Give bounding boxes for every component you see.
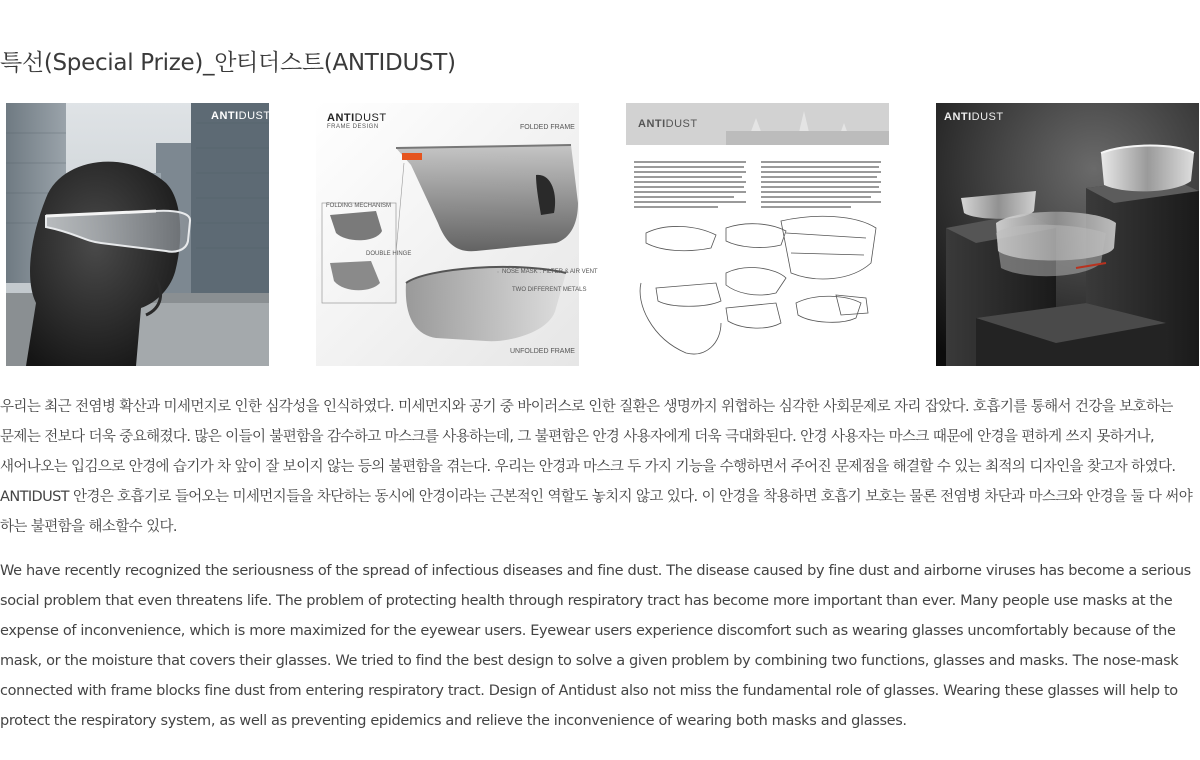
description-english: We have recently recognized the seriousness of the spread of infectious diseases and fine dust. The disease caused by fine dust and airborne viruses has become a serious social problem that even threatens life. The problem of protecting health through respiratory tract has become more important than ever. Many people use masks at the expense of inconvenience, which is more maximized for the eyewear users. Eyewear users experience discomfort such as wearing glasses uncomfortably because of the mask, or the moisture that covers their glasses. We tried to find the best design to solve a given problem by combining two functions, glasses and masks. The nose-mask connected with frame blocks fine dust from entering respiratory tract. Design of Antidust also not miss the fundamental role of glasses. Wearing these glasses will help to protect the respiratory system, as well as preventing epidemics and relieve the inconvenience of wearing both masks and glasses.	[0, 563, 1191, 729]
double-hinge-label: DOUBLE HINGE	[366, 251, 412, 257]
brand-logo: ANTIDUST	[211, 110, 271, 122]
page-title: 특선(Special Prize)_안티더스트(ANTIDUST)	[0, 50, 456, 76]
gallery-image-frame-design[interactable]	[316, 103, 598, 366]
product-display-render	[936, 103, 1199, 366]
description-korean: 우리는 최근 전염병 확산과 미세먼지로 인한 심각성을 인식하였다. 미세먼지와 공기 중 바이러스로 인한 질환은 생명까지 위협하는 심각한 사회문제로 자리 잡았다. 호흡기를 통해서 건강을 보호하는 문제는 전보다 더욱 중요해졌다. 많은 이들이 불편함을 감수하고 마스크를 사용하는데, 그 불편함은 안경 사용자에게 더욱 극대화된다. 안경 사용자는 마스크 때문에 안경을 편하게 쓰지 못하거나, 새어나오는 입김으로 안경에 습기가 차 앞이 잘 보이지 않는 등의 불편함을 겪는다. 우리는 안경과 마스크 두 가지 기능을 수행하면서 주어진 문제점을 해결할 수 있는 최적의 디자인을 찾고자 하였다. ANTIDUST 안경은 호흡기로 들어오는 미세먼지들을 차단하는 동시에 안경이라는 근본적인 역할도 놓치지 않고 있다. 이 안경을 착용하면 호흡기 보호는 물론 전염병 차단과 마스크와 안경을 둘 다 써야 하는 불편함을 해소할수 있다.	[0, 399, 1193, 535]
brand-logo: ANTIDUST	[944, 111, 1004, 123]
gallery-image-mannequin[interactable]	[6, 103, 269, 366]
concept-sketch-board	[626, 103, 889, 366]
frame-design-render	[316, 103, 598, 366]
mannequin-photo	[6, 103, 269, 366]
frame-design-subtitle: FRAME DESIGN	[327, 124, 379, 130]
nose-mask-label: NOSE MASK : FILTER & AIR VENT	[502, 269, 598, 275]
folding-mechanism-label: FOLDING MECHANISM	[326, 203, 392, 209]
image-gallery	[0, 103, 1200, 366]
gallery-image-sketch-board[interactable]	[626, 103, 889, 366]
brand-logo: ANTIDUST	[638, 118, 698, 130]
gallery-image-product-display[interactable]	[936, 103, 1199, 366]
two-metals-label: TWO DIFFERENT METALS	[512, 287, 587, 293]
folded-frame-label: FOLDED FRAME	[520, 124, 575, 131]
brand-logo: ANTIDUST	[327, 112, 387, 124]
unfolded-frame-label: UNFOLDED FRAME	[510, 348, 575, 355]
